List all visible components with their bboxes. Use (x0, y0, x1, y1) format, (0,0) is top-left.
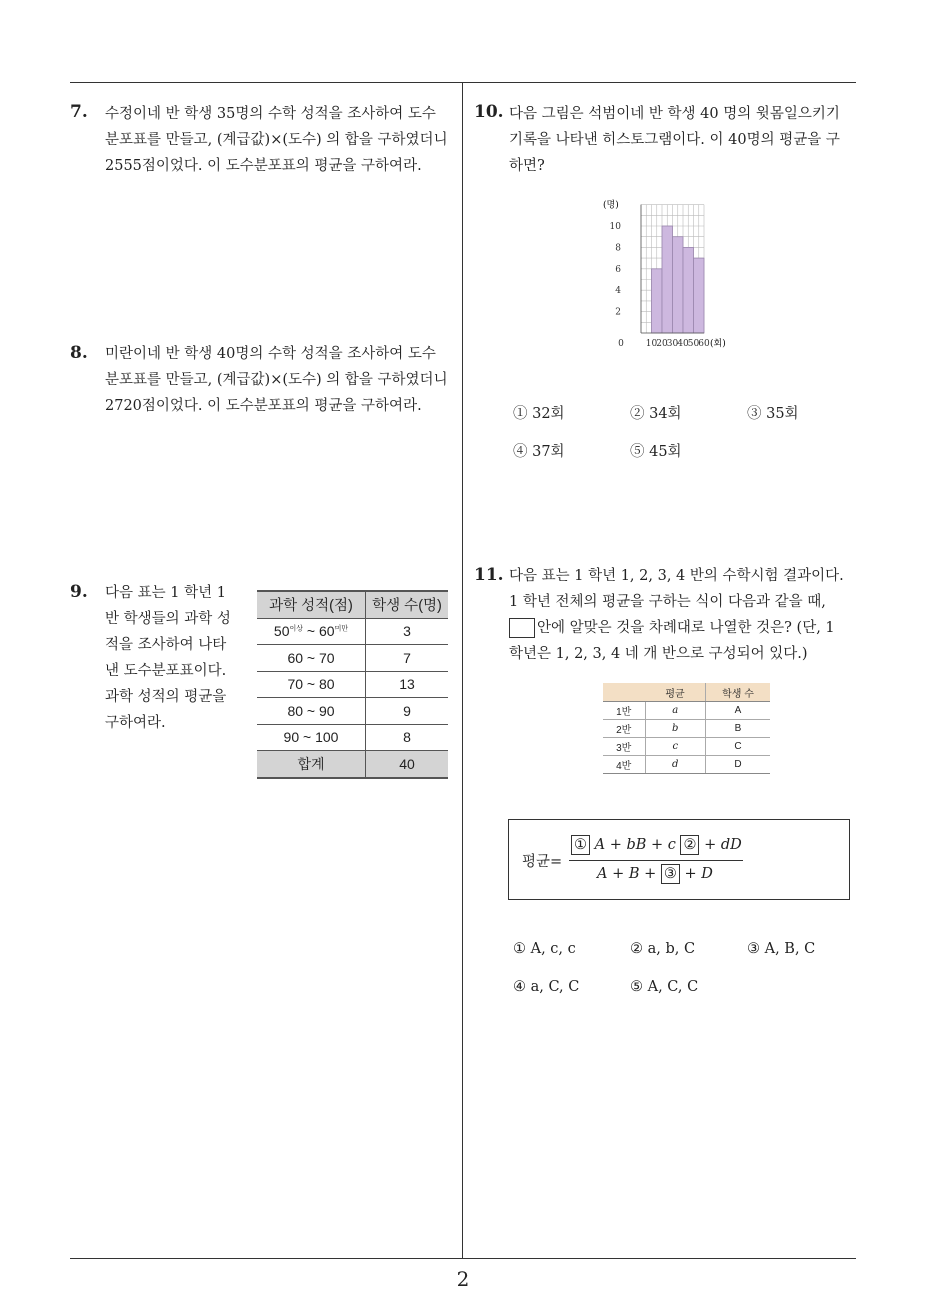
table-cell-class: 3반 (603, 738, 645, 756)
x-tick-label: 60 (698, 339, 710, 349)
q11-formula-box (508, 819, 850, 900)
q7-number: 7. (70, 102, 88, 122)
x-tick-label: 50 (687, 339, 700, 349)
table-cell-count: B (706, 720, 771, 738)
table-row (603, 738, 770, 756)
q9-text (105, 580, 231, 736)
table-cell-count: D (706, 756, 771, 774)
x-tick-label: 10 (645, 339, 658, 349)
table-cell-range: 60 ~ 70 (257, 645, 366, 672)
table-cell-count: 13 (366, 671, 449, 698)
q8-text (105, 341, 448, 419)
q11-option-2[interactable]: ② a, b, C (630, 941, 696, 957)
formula-box-2: ② (680, 835, 699, 855)
formula-numerator (571, 835, 742, 855)
y-tick-label: 2 (615, 307, 621, 318)
q10-line: 하면? (509, 158, 545, 174)
table-total-value: 40 (366, 751, 449, 778)
table-cell-class: 2반 (603, 720, 645, 738)
histogram-bar (652, 269, 663, 333)
y-tick-label: 10 (609, 222, 621, 232)
range-tilde: ~ (306, 623, 316, 640)
q7-line: 2555점이었다. 이 도수분포표의 평균을 구하여라. (105, 158, 422, 174)
table-row (257, 645, 448, 672)
x-tick-label: 40 (677, 339, 689, 349)
formula-denominator (597, 864, 713, 884)
q8-line: 분포표를 만들고, (계급값)×(도수) 의 합을 구하였더니 (105, 372, 448, 388)
table-header: 평균 (645, 683, 706, 702)
q11-option-4[interactable]: ④ a, C, C (513, 979, 580, 995)
bottom-rule (70, 1258, 856, 1259)
table-header-row (257, 591, 448, 618)
q10-option-4[interactable]: ④ 37회 (513, 444, 565, 460)
table-cell-avg: d (645, 756, 706, 774)
y-tick-label: 4 (615, 286, 621, 297)
q7-text (105, 101, 448, 179)
table-header (603, 683, 645, 702)
range-sup-low: 이상 (289, 625, 304, 633)
histogram-bar (683, 247, 694, 333)
histogram-y-label: (명) (603, 200, 619, 211)
table-row (257, 698, 448, 725)
q11-option-3[interactable]: ③ A, B, C (747, 941, 816, 957)
table-row (603, 756, 770, 774)
q9-line: 낸 도수분포표이다. (105, 663, 227, 679)
q11-number: 11. (474, 565, 504, 585)
q11-option-1[interactable]: ① A, c, c (513, 941, 576, 957)
table-row (603, 720, 770, 738)
x-tick-label: 30 (666, 339, 679, 349)
table-cell-class: 4반 (603, 756, 645, 774)
histogram-bar (662, 226, 673, 333)
q10-option-2[interactable]: ② 34회 (630, 406, 682, 422)
q10-option-1[interactable]: ① 32회 (513, 406, 565, 422)
table-row (257, 724, 448, 751)
table-row (257, 671, 448, 698)
q9-line: 반 학생들의 과학 성 (105, 611, 231, 627)
range-sup-high: 미만 (334, 625, 349, 633)
q10-option-3[interactable]: ③ 35회 (747, 406, 799, 422)
q8-number: 8. (70, 343, 88, 363)
q10-line: 다음 그림은 석범이네 반 학생 40 명의 윗몸일으키기 (509, 106, 840, 122)
q8-line: 미란이네 반 학생 40명의 수학 성적을 조사하여 도수 (105, 346, 436, 362)
q10-number: 10. (474, 102, 504, 122)
q11-line-text: 안에 알맞은 것을 차례대로 나열한 것은? (단, 1 (537, 620, 835, 636)
q9-line: 과학 성적의 평균을 (105, 689, 227, 705)
q9-line: 다음 표는 1 학년 1 (105, 585, 226, 601)
table-cell-count: C (706, 738, 771, 756)
q11-results-table (603, 683, 770, 774)
table-cell-range (257, 618, 366, 645)
formula-box-3: ③ (661, 864, 680, 884)
x-tick-label: 20 (656, 339, 668, 349)
table-header: 학생 수(명) (366, 591, 449, 618)
q11-line (509, 615, 844, 641)
table-cell-avg: a (645, 702, 706, 720)
top-rule (70, 82, 856, 83)
q9-line: 구하여라. (105, 715, 166, 731)
q11-line: 다음 표는 1 학년 1, 2, 3, 4 반의 수학시험 결과이다. (509, 568, 844, 584)
histogram-bar (694, 258, 705, 333)
table-total-label: 합계 (257, 751, 366, 778)
range-high: 60 (318, 623, 335, 640)
table-header-row (603, 683, 770, 702)
q9-number: 9. (70, 582, 88, 602)
q11-line: 1 학년 전체의 평균을 구하는 식이 다음과 같을 때, (509, 594, 826, 610)
formula-num-b: + dD (704, 837, 742, 853)
q10-line: 기록을 나타낸 히스토그램이다. 이 40명의 평균을 구 (509, 132, 840, 148)
x-tick-label: 0 (618, 339, 624, 349)
formula-num-a: A + bB + c (594, 837, 676, 853)
y-tick-label: 6 (615, 264, 621, 275)
table-cell-count: 7 (366, 645, 449, 672)
table-cell-range: 70 ~ 80 (257, 671, 366, 698)
q7-line: 수정이네 반 학생 35명의 수학 성적을 조사하여 도수 (105, 106, 436, 122)
formula-den-a: A + B + (597, 866, 657, 882)
histogram-x-label: (회) (710, 339, 726, 349)
q10-option-5[interactable]: ⑤ 45회 (630, 444, 682, 460)
table-cell-range: 90 ~ 100 (257, 724, 366, 751)
table-cell-class: 1반 (603, 702, 645, 720)
table-cell-avg: b (645, 720, 706, 738)
table-header: 학생 수 (706, 683, 771, 702)
table-cell-count: A (706, 702, 771, 720)
formula-box-1: ① (571, 835, 590, 855)
q9-frequency-table (257, 590, 448, 779)
table-cell-range: 80 ~ 90 (257, 698, 366, 725)
table-cell-count: 9 (366, 698, 449, 725)
q10-text (509, 101, 840, 179)
table-cell-count: 8 (366, 724, 449, 751)
page-number: 2 (456, 1267, 470, 1291)
formula-fraction-bar (569, 860, 743, 861)
q7-line: 분포표를 만들고, (계급값)×(도수) 의 합을 구하였더니 (105, 132, 448, 148)
formula-lhs: 평균= (522, 854, 563, 870)
q11-option-5[interactable]: ⑤ A, C, C (630, 979, 699, 995)
histogram-bars (652, 226, 705, 333)
q11-text (509, 563, 844, 667)
formula-den-b: + D (684, 866, 713, 882)
y-tick-label: 8 (615, 243, 621, 254)
q8-line: 2720점이었다. 이 도수분포표의 평균을 구하여라. (105, 398, 422, 414)
table-total-row (257, 751, 448, 778)
histogram-bar (673, 237, 684, 333)
table-row (603, 702, 770, 720)
q9-line: 적을 조사하여 나타 (105, 637, 227, 653)
blank-box-icon (509, 618, 535, 638)
column-divider (462, 83, 463, 1259)
table-cell-avg: c (645, 738, 706, 756)
q11-line: 학년은 1, 2, 3, 4 네 개 반으로 구성되어 있다.) (509, 646, 808, 662)
q10-histogram (596, 194, 796, 354)
table-row (257, 618, 448, 645)
table-header: 과학 성적(점) (257, 591, 366, 618)
range-low: 50 (273, 623, 290, 640)
table-cell-count: 3 (366, 618, 449, 645)
